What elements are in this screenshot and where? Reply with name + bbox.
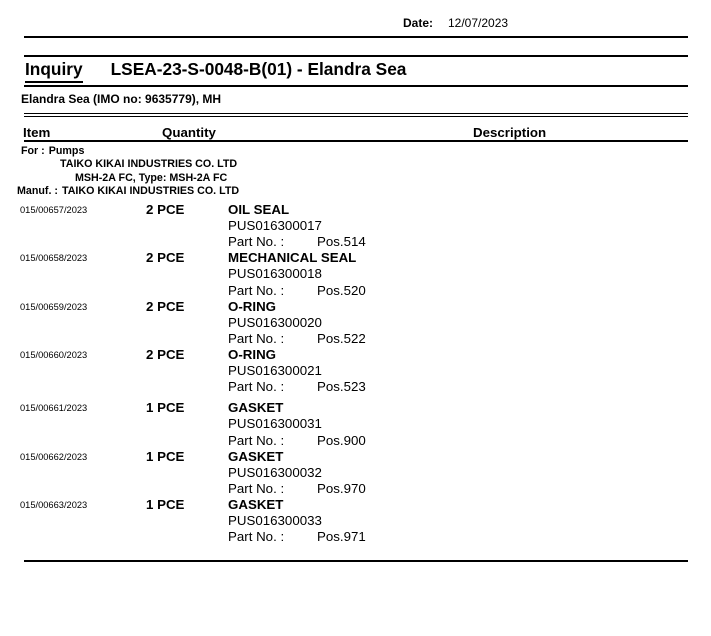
quantity-value: 1 PCE xyxy=(146,400,185,416)
part-position: Pos.900 xyxy=(317,432,366,448)
divider xyxy=(24,140,688,142)
item-number: 015/00659/2023 xyxy=(20,301,88,312)
divider xyxy=(24,36,688,38)
part-code: PUS016300031 xyxy=(228,416,322,432)
divider xyxy=(24,85,688,87)
quantity-value: 1 PCE xyxy=(146,497,185,513)
quantity-value: 1 PCE xyxy=(146,448,185,464)
for-label: For : xyxy=(21,145,45,157)
date-label: Date: xyxy=(403,16,434,30)
description-cell xyxy=(228,202,366,250)
inquiry-title: LSEA-23-S-0048-B(01) - Elandra Sea xyxy=(110,59,407,79)
double-divider xyxy=(24,113,688,117)
quantity-value: 2 PCE xyxy=(146,347,185,363)
column-header-item: Item xyxy=(23,125,51,140)
part-code: PUS016300032 xyxy=(228,464,322,480)
part-code: PUS016300018 xyxy=(228,266,322,282)
manufacturer-value: TAIKO KIKAI INDUSTRIES CO. LTD xyxy=(61,185,240,198)
part-code: PUS016300020 xyxy=(228,314,322,330)
part-no-label: Part No. : xyxy=(228,480,285,496)
part-no-label: Part No. : xyxy=(228,330,285,346)
part-no-label: Part No. : xyxy=(228,379,285,395)
divider xyxy=(24,560,688,562)
equipment-group-block xyxy=(0,145,711,199)
part-no-line xyxy=(228,379,366,395)
part-no-label: Part No. : xyxy=(228,432,285,448)
divider xyxy=(24,55,688,57)
part-position: Pos.523 xyxy=(317,379,366,395)
column-header-description: Description xyxy=(473,125,547,140)
manufacturer-label: Manuf. : xyxy=(17,185,58,198)
part-position: Pos.520 xyxy=(317,282,366,298)
part-position: Pos.514 xyxy=(317,234,366,250)
part-no-line xyxy=(228,529,366,545)
part-name: GASKET xyxy=(228,400,284,416)
part-code: PUS016300033 xyxy=(228,513,322,529)
table-row xyxy=(0,497,711,545)
quantity-value: 2 PCE xyxy=(146,250,185,266)
inquiry-title-row xyxy=(25,59,406,83)
quantity-value: 2 PCE xyxy=(146,298,185,314)
description-cell xyxy=(228,250,366,298)
part-code: PUS016300021 xyxy=(228,363,322,379)
description-cell xyxy=(228,449,366,497)
item-number: 015/00663/2023 xyxy=(20,500,88,511)
table-row xyxy=(0,202,711,250)
item-number: 015/00662/2023 xyxy=(20,451,88,462)
part-name: GASKET xyxy=(228,497,284,513)
date-value: 12/07/2023 xyxy=(448,16,509,30)
maker-name: TAIKO KIKAI INDUSTRIES CO. LTD xyxy=(60,158,238,171)
table-row xyxy=(0,299,711,347)
item-number: 015/00657/2023 xyxy=(20,205,88,215)
item-number: 015/00660/2023 xyxy=(20,350,88,361)
for-line xyxy=(0,145,711,158)
description-cell xyxy=(228,400,366,448)
table-rows xyxy=(0,202,711,546)
part-no-label: Part No. : xyxy=(228,234,285,250)
item-number: 015/00658/2023 xyxy=(20,253,88,264)
table-row xyxy=(0,449,711,497)
part-no-line xyxy=(228,433,366,449)
part-no-line xyxy=(228,331,366,347)
part-no-label: Part No. : xyxy=(228,529,285,545)
part-no-label: Part No. : xyxy=(228,282,285,298)
part-name: GASKET xyxy=(228,448,284,464)
for-value: Pumps xyxy=(48,145,85,157)
description-cell xyxy=(228,347,366,395)
table-row xyxy=(0,250,711,298)
part-no-line xyxy=(228,234,366,250)
quantity-value: 2 PCE xyxy=(146,202,185,217)
manufacturer-line xyxy=(0,185,711,198)
item-number: 015/00661/2023 xyxy=(20,403,88,414)
part-no-line xyxy=(228,481,366,497)
inquiry-label: Inquiry xyxy=(25,59,83,83)
vessel-info: Elandra Sea (IMO no: 9635779), MH xyxy=(21,92,222,106)
part-name: O-RING xyxy=(228,298,277,314)
part-name: OIL SEAL xyxy=(228,202,290,217)
model-type: MSH-2A FC, Type: MSH-2A FC xyxy=(75,171,228,184)
column-header-quantity: Quantity xyxy=(162,125,216,140)
part-position: Pos.522 xyxy=(317,330,366,346)
part-name: O-RING xyxy=(228,347,277,363)
table-row xyxy=(0,347,711,395)
description-cell xyxy=(228,497,366,545)
part-position: Pos.971 xyxy=(317,529,366,545)
part-no-line xyxy=(228,283,366,299)
part-code: PUS016300017 xyxy=(228,218,322,234)
table-row xyxy=(0,400,711,448)
part-position: Pos.970 xyxy=(317,480,366,496)
part-name: MECHANICAL SEAL xyxy=(228,250,357,266)
description-cell xyxy=(228,299,366,347)
